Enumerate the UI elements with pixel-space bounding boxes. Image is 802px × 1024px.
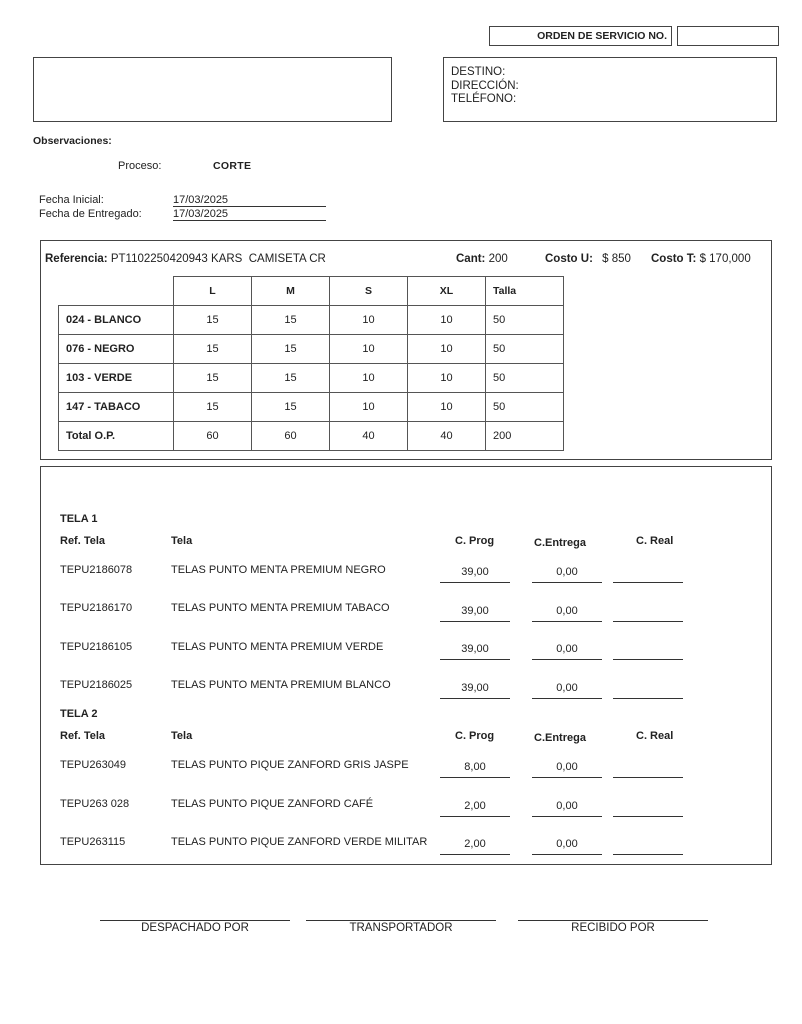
fabric-name: TELAS PUNTO MENTA PREMIUM NEGRO [171, 564, 386, 576]
col-header-prog: C. Prog [455, 535, 495, 547]
c-entrega-field[interactable]: 0,00 [532, 681, 602, 699]
qty-cell: 10 [330, 306, 408, 335]
c-prog-field[interactable]: 39,00 [440, 642, 510, 660]
color-cell: 103 - VERDE [59, 364, 174, 393]
color-cell: 024 - BLANCO [59, 306, 174, 335]
fabric-ref: TEPU263115 [60, 836, 126, 848]
total-cell: 50 [486, 306, 564, 335]
total-label-cell: Total O.P. [59, 422, 174, 451]
fabric-ref: TEPU2186025 [60, 679, 133, 691]
fabric-name: TELAS PUNTO PIQUE ZANFORD GRIS JASPE [171, 759, 409, 771]
c-real-field[interactable] [613, 799, 683, 817]
qty-cell: 15 [252, 306, 330, 335]
total-cell: 50 [486, 393, 564, 422]
col-header-tela: Tela [171, 535, 193, 547]
c-real-field[interactable] [613, 642, 683, 660]
costo-u-value: $ 850 [602, 253, 631, 265]
referencia-label: Referencia: [45, 253, 108, 265]
costo-unitario-line [545, 253, 631, 265]
table-row [59, 393, 564, 422]
c-real-field[interactable] [613, 681, 683, 699]
fecha-inicial-label: Fecha Inicial: [39, 194, 104, 206]
header-cell-m: M [252, 277, 330, 306]
qty-cell: 15 [174, 393, 252, 422]
c-entrega-field[interactable]: 0,00 [532, 799, 602, 817]
total-qty-cell: 60 [174, 422, 252, 451]
cantidad-line [456, 253, 508, 265]
fabric-name: TELAS PUNTO MENTA PREMIUM BLANCO [171, 679, 391, 691]
qty-cell: 10 [408, 335, 486, 364]
fabric-ref: TEPU2186078 [60, 564, 133, 576]
c-real-field[interactable] [613, 565, 683, 583]
col-header-real: C. Real [636, 535, 674, 547]
grand-total-cell: 200 [486, 422, 564, 451]
col-header-entrega: C.Entrega [534, 732, 586, 744]
c-real-field[interactable] [613, 604, 683, 622]
c-entrega-field[interactable]: 0,00 [532, 642, 602, 660]
c-prog-field[interactable]: 39,00 [440, 565, 510, 583]
c-prog-field[interactable]: 2,00 [440, 837, 510, 855]
referencia-value: PT1102250420943 KARS CAMISETA CR [110, 253, 326, 265]
costo-t-value: $ 170,000 [699, 253, 751, 265]
qty-cell: 15 [252, 393, 330, 422]
c-entrega-field[interactable]: 0,00 [532, 604, 602, 622]
proceso-label: Proceso: [118, 160, 162, 172]
observaciones-label: Observaciones: [33, 135, 112, 147]
col-header-entrega: C.Entrega [534, 537, 586, 549]
total-cell: 50 [486, 364, 564, 393]
header-cell-talla: Talla [486, 277, 564, 306]
c-prog-field[interactable]: 2,00 [440, 799, 510, 817]
col-header-prog: C. Prog [455, 730, 495, 742]
fecha-entregado-value: 17/03/2025 [173, 208, 326, 221]
telefono-label: TELÉFONO: [451, 93, 517, 105]
cant-label: Cant: [456, 253, 486, 265]
c-entrega-field[interactable]: 0,00 [532, 760, 602, 778]
cant-value: 200 [488, 253, 508, 265]
header-cell-l: L [174, 277, 252, 306]
color-cell: 147 - TABACO [59, 393, 174, 422]
qty-cell: 15 [252, 364, 330, 393]
signature-despachado: DESPACHADO POR [100, 920, 290, 934]
fabric-ref: TEPU263049 [60, 759, 127, 771]
signature-transportador: TRANSPORTADOR [306, 920, 496, 934]
company-info-box [33, 57, 392, 122]
col-header-ref: Ref. Tela [60, 730, 106, 742]
table-row [59, 335, 564, 364]
qty-cell: 10 [330, 393, 408, 422]
total-qty-cell: 60 [252, 422, 330, 451]
col-header-ref: Ref. Tela [60, 535, 106, 547]
header-cell-blank [59, 277, 174, 306]
c-real-field[interactable] [613, 837, 683, 855]
signature-recibido: RECIBIDO POR [518, 920, 708, 934]
qty-cell: 10 [330, 335, 408, 364]
fecha-inicial-value: 17/03/2025 [173, 194, 326, 207]
qty-cell: 15 [174, 335, 252, 364]
proceso-value: CORTE [213, 160, 252, 172]
table-header-row [59, 277, 564, 306]
orden-servicio-label: ORDEN DE SERVICIO NO. [489, 26, 672, 46]
fabric-name: TELAS PUNTO PIQUE ZANFORD VERDE MILITAR [171, 836, 428, 848]
qty-cell: 15 [174, 306, 252, 335]
header-cell-xl: XL [408, 277, 486, 306]
table-row [59, 364, 564, 393]
size-color-table [58, 276, 564, 451]
color-cell: 076 - NEGRO [59, 335, 174, 364]
table-row [59, 306, 564, 335]
fabric-name: TELAS PUNTO MENTA PREMIUM VERDE [171, 641, 384, 653]
c-real-field[interactable] [613, 760, 683, 778]
qty-cell: 10 [408, 393, 486, 422]
col-header-tela: Tela [171, 730, 193, 742]
qty-cell: 10 [408, 306, 486, 335]
fabric-ref: TEPU2186170 [60, 602, 133, 614]
fabric-ref: TEPU2186105 [60, 641, 133, 653]
orden-servicio-number-field[interactable] [677, 26, 779, 46]
c-entrega-field[interactable]: 0,00 [532, 565, 602, 583]
total-cell: 50 [486, 335, 564, 364]
qty-cell: 10 [330, 364, 408, 393]
qty-cell: 15 [174, 364, 252, 393]
col-header-real: C. Real [636, 730, 674, 742]
destino-label: DESTINO: [451, 66, 506, 78]
c-entrega-field[interactable]: 0,00 [532, 837, 602, 855]
fabric-name: TELAS PUNTO MENTA PREMIUM TABACO [171, 602, 390, 614]
c-prog-field[interactable]: 8,00 [440, 760, 510, 778]
fabric-name: TELAS PUNTO PIQUE ZANFORD CAFÉ [171, 798, 374, 810]
table-total-row [59, 422, 564, 451]
costo-u-label: Costo U: [545, 253, 593, 265]
total-qty-cell: 40 [408, 422, 486, 451]
direccion-label: DIRECCIÓN: [451, 79, 519, 92]
fabric-ref: TEPU263 028 [60, 798, 130, 810]
qty-cell: 15 [252, 335, 330, 364]
referencia-line [45, 253, 326, 265]
tela-1-title: TELA 1 [60, 513, 98, 525]
destination-box [443, 57, 777, 122]
costo-total-line [651, 253, 751, 265]
tela-2-title: TELA 2 [60, 708, 98, 720]
c-prog-field[interactable]: 39,00 [440, 681, 510, 699]
header-cell-s: S [330, 277, 408, 306]
c-prog-field[interactable]: 39,00 [440, 604, 510, 622]
fecha-entregado-label: Fecha de Entregado: [39, 208, 142, 220]
costo-t-label: Costo T: [651, 253, 697, 265]
total-qty-cell: 40 [330, 422, 408, 451]
qty-cell: 10 [408, 364, 486, 393]
